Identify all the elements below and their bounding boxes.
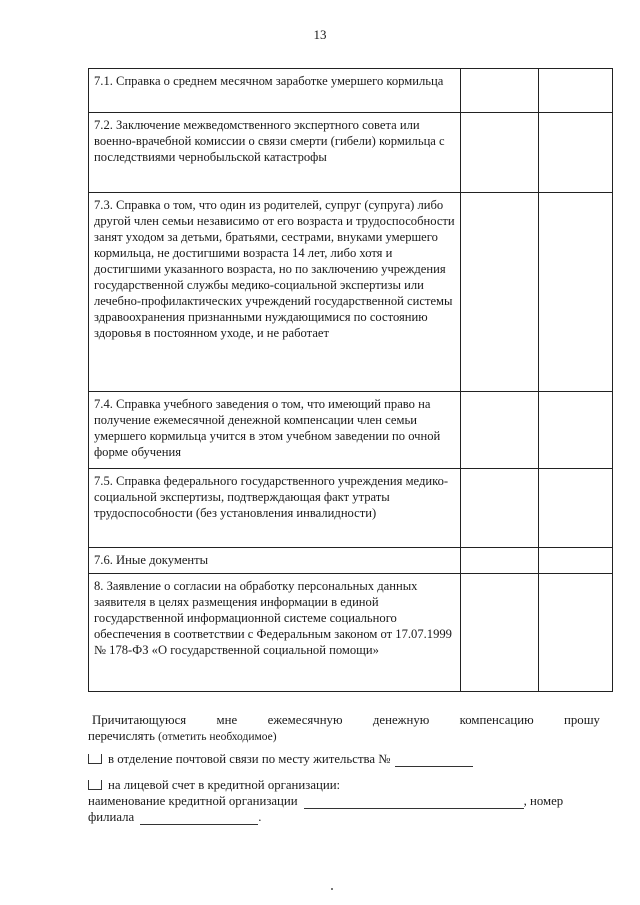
- check-cell[interactable]: [461, 392, 539, 469]
- table-row: [89, 113, 613, 193]
- check-cell[interactable]: [461, 548, 539, 574]
- check-cell[interactable]: [461, 69, 539, 113]
- bank-account-label: на лицевой счет в кредитной организации:: [108, 778, 341, 792]
- check-cell[interactable]: [539, 113, 613, 193]
- check-cell[interactable]: [539, 574, 613, 692]
- document-name-cell: 8. Заявление о согласии на обработку персональных данных заявителя в целях размещения информации в единой государственной информационной системе социального обеспечения в соответствии с Федеральным законом от 17.07.1999 № 178-ФЗ «О государственной социальной помощи»: [89, 574, 461, 692]
- bank-account-checkbox[interactable]: [88, 780, 102, 790]
- document-name-cell: 7.5. Справка федерального государственного учреждения медико-социальной экспертизы, подтверждающая факт утраты трудоспособности (без установления инвалидности): [89, 469, 461, 548]
- number-label: , номер: [523, 794, 564, 808]
- document-name-cell: 7.4. Справка учебного заведения о том, что имеющий право на получение ежемесячной денежной компенсации член семьи умершего кормильца учится в этом учебном заведении по очной форме обучения: [89, 392, 461, 469]
- option-post-office: [88, 751, 600, 767]
- check-cell[interactable]: [461, 193, 539, 392]
- credit-org-name-label: наименование кредитной организации: [88, 794, 298, 808]
- table-row: [89, 548, 613, 574]
- check-cell[interactable]: [539, 193, 613, 392]
- check-cell[interactable]: [539, 392, 613, 469]
- document-name-cell: 7.2. Заключение межведомственного экспертного совета или военно-врачебной комиссии о связи смерти (гибели) кормильца с последствиями чернобыльской катастрофы: [89, 113, 461, 193]
- post-office-checkbox[interactable]: [88, 754, 102, 764]
- post-office-number-field[interactable]: [395, 754, 473, 767]
- option-bank-account: [88, 777, 600, 793]
- table-row: [89, 392, 613, 469]
- check-cell[interactable]: [461, 113, 539, 193]
- table-row: [89, 574, 613, 692]
- check-cell[interactable]: [539, 469, 613, 548]
- document-name-cell: 7.1. Справка о среднем месячном заработке умершего кормильца: [89, 69, 461, 113]
- scan-speck: [331, 888, 333, 890]
- credit-org-name-field[interactable]: [304, 796, 524, 809]
- branch-line: филиала .: [88, 810, 262, 824]
- document-name-cell: 7.3. Справка о том, что один из родителей, супруг (супруга) либо другой член семьи независимо от его возраста и трудоспособности занят уходом за детьми, братьями, сестрами, внуками умершего кормильца, не достигшими возраста 14 лет, либо хотя и достигшими указанного возраста, но по заключению учреждения государственной службы медико-социальной экспертизы или лечебно-профилактических учреждений государственной системы здравоохранения признанными нуждающимися по состоянию здоровья в постоянном уходе, и не работает: [89, 193, 461, 392]
- check-cell[interactable]: [461, 469, 539, 548]
- post-office-label: в отделение почтовой связи по месту жительства №: [108, 752, 391, 766]
- request-line: Причитающуюся мне ежемесячную денежную компенсацию прошу: [92, 713, 600, 727]
- check-cell[interactable]: [461, 574, 539, 692]
- check-cell[interactable]: [539, 69, 613, 113]
- payment-request-section: [88, 712, 600, 825]
- document-name-cell: 7.6. Иные документы: [89, 548, 461, 574]
- instruction-note: (отметить необходимое): [158, 731, 277, 743]
- credit-org-line: [88, 793, 600, 809]
- request-line-2: перечислять (отметить необходимое): [88, 729, 277, 743]
- branch-number-field[interactable]: [140, 812, 258, 825]
- check-cell[interactable]: [539, 548, 613, 574]
- page-number: 13: [313, 27, 327, 42]
- table-row: [89, 193, 613, 392]
- documents-table: [88, 68, 613, 692]
- table-row: [89, 69, 613, 113]
- branch-label: филиала: [88, 810, 135, 824]
- table-row: [89, 469, 613, 548]
